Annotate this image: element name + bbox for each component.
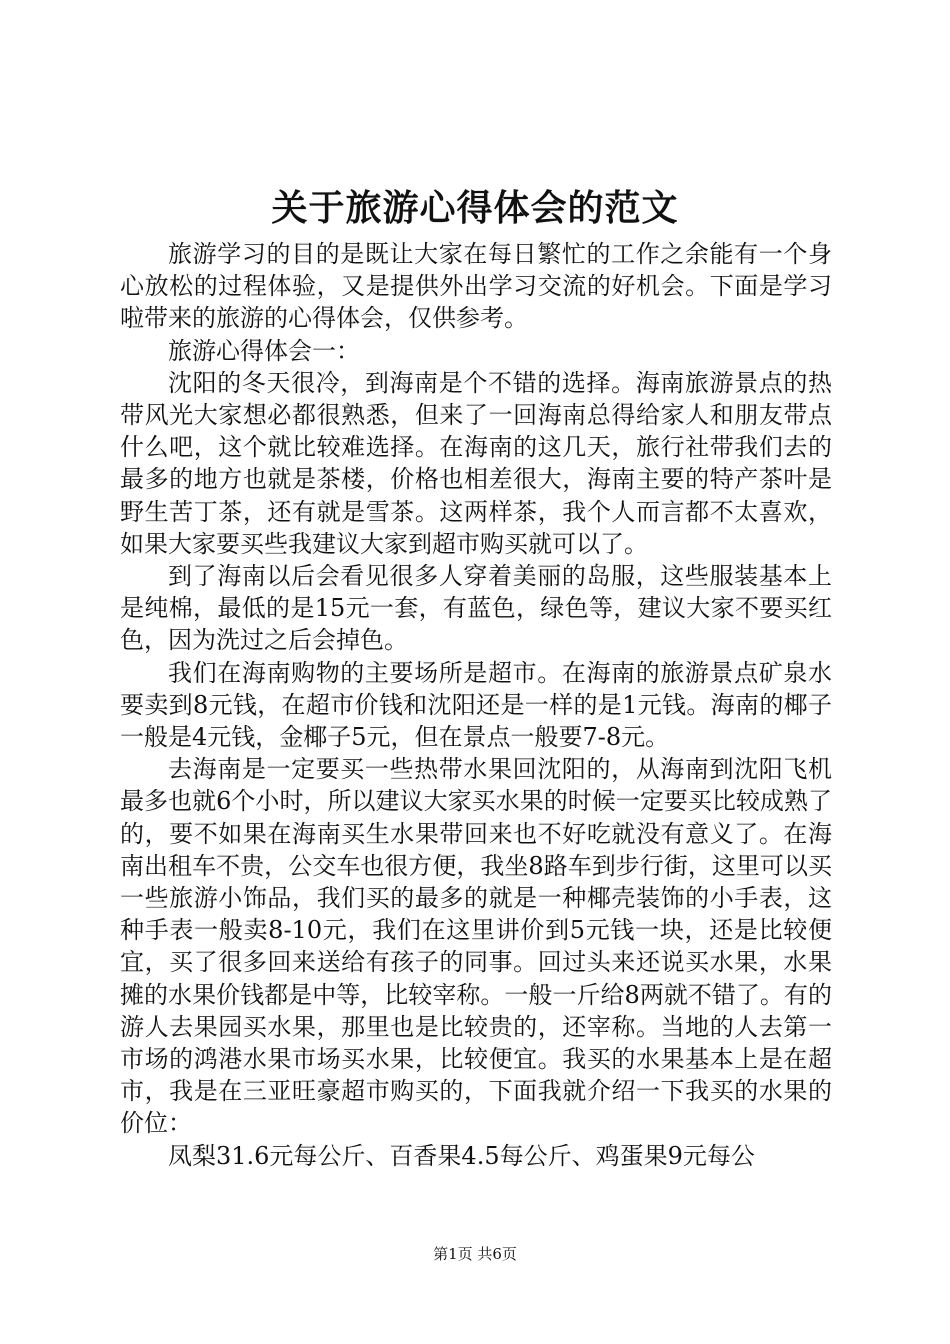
page-number-footer: 第1页 共6页 — [433, 1245, 517, 1263]
paragraph-clothing: 到了海南以后会看见很多人穿着美丽的岛服，这些服装基本上是纯棉，最低的是15元一套，有蓝色，绿色等，建议大家不要买红色，因为洗过之后会掉色。 — [120, 562, 832, 655]
paragraph-fruit-prices: 凤梨31.6元每公斤、百香果4.5每公斤、鸡蛋果9元每公 — [168, 1141, 755, 1170]
paragraph-section-heading: 旅游心得体会一： — [168, 336, 360, 365]
paragraph-intro: 旅游学习的目的是既让大家在每日繁忙的工作之余能有一个身心放松的过程体验，又是提供外出学习交流的好机会。下面是学习啦带来的旅游的心得体会，仅供参考。 — [120, 240, 832, 333]
paragraph-shopping: 我们在海南购物的主要场所是超市。在海南的旅游景点矿泉水要卖到8元钱，在超市价钱和沈阳还是一样的是1元钱。海南的椰子一般是4元钱，金椰子5元，但在景点一般要7-8元。 — [120, 658, 832, 752]
document-title: 关于旅游心得体会的范文 — [271, 187, 679, 229]
paragraph-tea: 沈阳的冬天很冷，到海南是个不错的选择。海南旅游景点的热带风光大家想必都很熟悉，但来了一回海南总得给家人和朋友带点什么吧，这个就比较难选择。在海南的这几天，旅行社带我们去的最多的地方也就是茶楼，价格也相差很大，海南主要的特产茶叶是野生苦丁茶，还有就是雪茶。这两样茶，我个人而言都不太喜欢，如果大家要买些我建议大家到超市购买就可以了。 — [120, 368, 832, 558]
document-body — [120, 238, 832, 1172]
paragraph-fruit: 去海南是一定要买一些热带水果回沈阳的，从海南到沈阳飞机最多也就6个小时，所以建议大家买水果的时候一定要买比较成熟了的，要不如果在海南买生水果带回来也不好吃就没有意义了。在海南出租车不贵，公交车也很方便，我坐8路车到步行街，这里可以买一些旅游小饰品，我们买的最多的就是一种椰壳装饰的小手表，这种手表一般卖8-10元，我们在这里讲价到5元钱一块，还是比较便宜，买了很多回来送给有孩子的同事。回过头来还说买水果，水果摊的水果价钱都是中等，比较宰称。一般一斤给8两就不错了。有的游人去果园买水果，那里也是比较贵的，还宰称。当地的人去第一市场的鸿港水果市场买水果，比较便宜。我买的水果基本上是在超市，我是在三亚旺豪超市购买的，下面我就介绍一下我买的水果的价位： — [120, 755, 832, 1138]
